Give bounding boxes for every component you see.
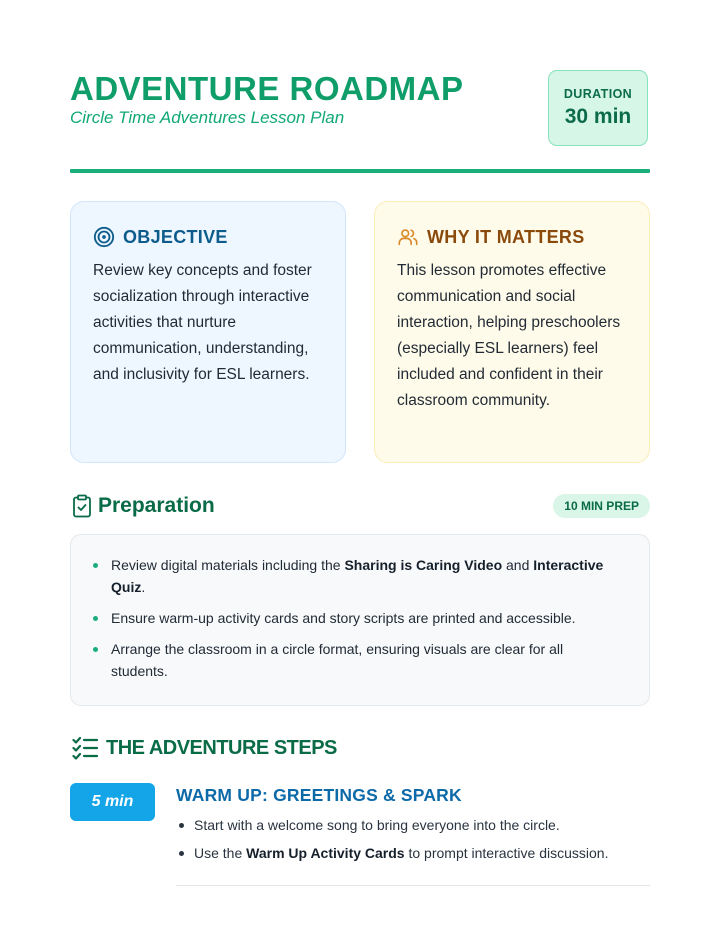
bullet-dot — [179, 823, 184, 828]
duration-value: 30 min — [564, 105, 632, 128]
material-link-text: Sharing is Caring Video — [344, 557, 503, 573]
objective-body: Review key concepts and foster socialization through interactive activities that nurture communication, understanding, and inclusivity for ESL learners. — [93, 262, 312, 383]
preparation-title: Preparation — [98, 494, 215, 517]
why-title: WHY IT MATTERS — [427, 226, 585, 247]
why-it-matters-card — [374, 201, 650, 463]
list-item: Ensure warm-up activity cards and story scripts are printed and accessible. — [93, 607, 613, 629]
page-title: ADVENTURE ROADMAP — [70, 70, 464, 107]
step-title: WARM UP: GREETINGS & SPARK — [176, 785, 462, 805]
clipboard-check-icon — [72, 494, 92, 518]
step-time-badge: 5 min — [70, 783, 155, 821]
list-item: Arrange the classroom in a circle format, ensuring visuals are clear for all students. — [93, 638, 613, 682]
material-link-text: Interactive Quiz — [111, 557, 604, 595]
objective-card — [70, 201, 346, 463]
material-link-text: Warm Up Activity Cards — [246, 845, 405, 861]
preparation-box — [70, 534, 650, 706]
prep-time-badge: 10 MIN PREP — [553, 494, 650, 518]
list-check-icon — [72, 736, 98, 760]
why-body: This lesson promotes effective communication and social interaction, helping preschoolers (especially ESL learners) feel included and confident in their classroom community. — [397, 262, 621, 409]
step-bullet-list — [178, 814, 650, 870]
page-subtitle: Circle Time Adventures Lesson Plan — [70, 108, 345, 127]
why-header — [397, 225, 585, 249]
list-item: Use the Warm Up Activity Cards to prompt interactive discussion. — [178, 842, 650, 864]
bullet-dot — [93, 616, 98, 621]
users-icon — [397, 226, 419, 248]
preparation-list — [93, 554, 613, 691]
bullet-dot — [179, 851, 184, 856]
objective-title: OBJECTIVE — [123, 226, 228, 247]
target-icon — [93, 226, 115, 248]
preparation-header — [70, 492, 650, 520]
bullet-dot — [93, 563, 98, 568]
list-item: Review digital materials including the Sharing is Caring Video and Interactive Quiz. — [93, 554, 613, 598]
duration-label: DURATION — [563, 87, 633, 101]
step-divider — [176, 885, 650, 886]
duration-box — [548, 70, 648, 146]
lesson-header — [70, 70, 650, 150]
objective-header — [93, 225, 228, 249]
list-item: Start with a welcome song to bring everyone into the circle. — [178, 814, 650, 836]
bullet-dot — [93, 647, 98, 652]
steps-title: THE ADVENTURE STEPS — [106, 737, 337, 759]
header-divider — [70, 169, 650, 173]
